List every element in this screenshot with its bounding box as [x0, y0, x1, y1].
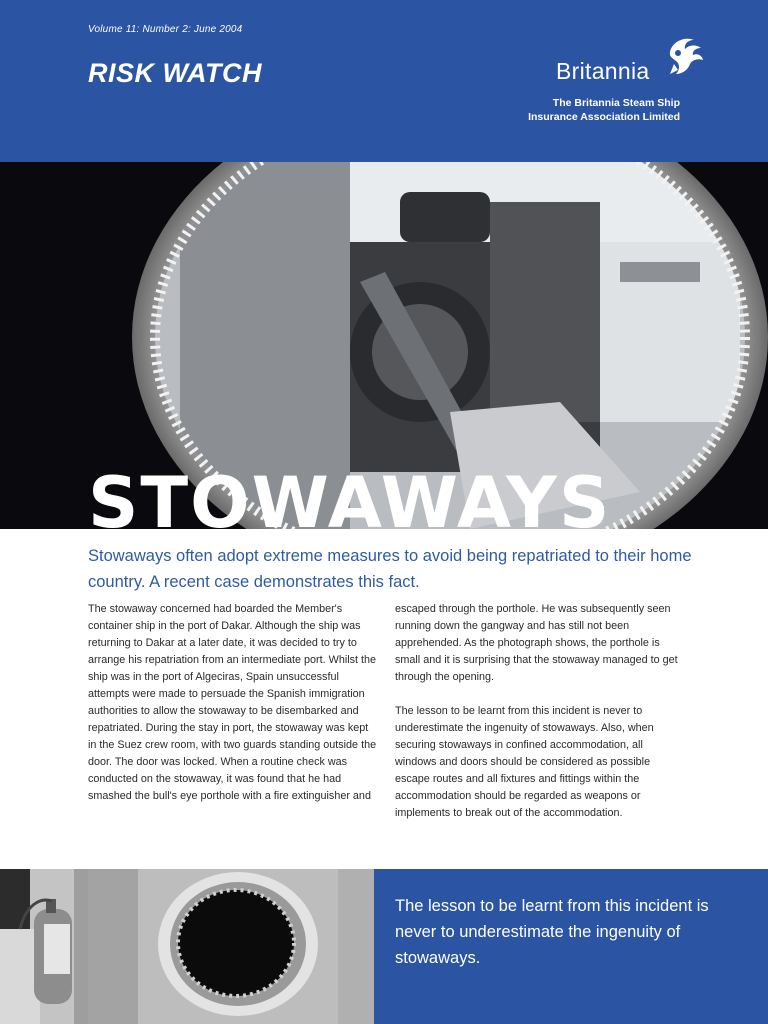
fire-extinguisher-illustration — [0, 869, 88, 1024]
pull-quote: The lesson to be learnt from this incident is never to underestimate the ingenuity of stowaways. — [395, 897, 709, 967]
publication-title: RISK WATCH — [88, 58, 262, 88]
fire-extinguisher-photo — [0, 869, 88, 1024]
britannia-logo-icon — [664, 34, 704, 76]
issue-volume: Volume 11: Number 2: June 2004 — [88, 24, 243, 35]
article-column-right — [395, 601, 685, 839]
article-paragraph: The stowaway concerned had boarded the Member's container ship in the port of Dakar. Although the ship was returning to Dakar at a later date, it was decided to try to arrange his repatriation from an intermediate port. Whilst the ship was in the port of Algeciras, Spain unsuccessful attempts were made to persuade the Spanish immigration authorities to allow the stowaway to be disembarked and repatriated. During the stay in port, the stowaway was kept in the Suez crew room, with two guards standing outside the door. The door was locked. When a routine check was conducted on the stowaway, it was found that he had smashed the bull's eye porthole with a fire extinguisher and — [88, 603, 377, 802]
article-column-left — [88, 601, 378, 822]
britannia-logo-text: Britannia — [556, 58, 650, 84]
organisation-name — [490, 96, 680, 124]
intro-standfirst: Stowaways often adopt extreme measures to avoid being repatriated to their home country. A recent case demonstrates this fact. — [88, 547, 692, 591]
article-paragraph: escaped through the porthole. He was subsequently seen running down the gangway and has still not been apprehended. As the photograph shows, the porthole is small and it is surprising that the stowaway managed to get through the opening. — [395, 603, 678, 683]
pull-quote-box — [374, 869, 768, 1024]
organisation-name-line2: Insurance Association Limited — [528, 111, 680, 123]
broken-porthole-illustration — [88, 869, 374, 1024]
organisation-name-line1: The Britannia Steam Ship — [552, 97, 680, 109]
broken-porthole-photo — [88, 869, 374, 1024]
masthead — [0, 0, 768, 162]
article-paragraph: The lesson to be learnt from this incident is never to underestimate the ingenuity of stowaways. Also, when securing stowaways in confined accommodation, all windows and doors should be considered as possible escape routes and all fixtures and fittings within the accommodation should be regarded as weapons or implements to break out of the accommodation. — [395, 705, 654, 819]
article-title: STOWAWAYS — [88, 462, 612, 544]
